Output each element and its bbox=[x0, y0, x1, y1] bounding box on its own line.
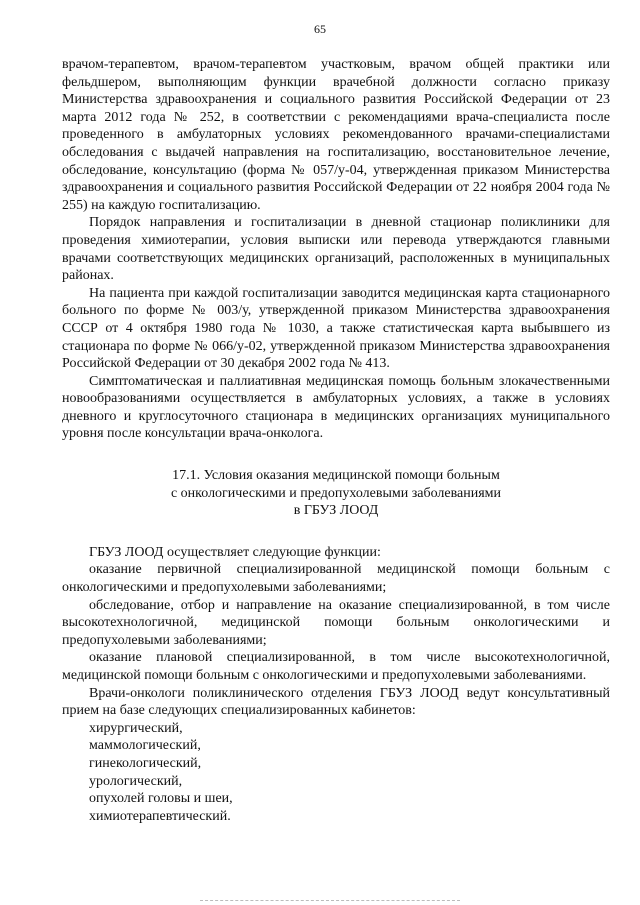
paragraph-function-examination: обследование, отбор и направление на оказание специализированной, в том числе высокотехнологичной, медицинской помощи больным онкологическими и предопухолевыми заболеваниями; bbox=[62, 597, 610, 648]
section-heading-line-2: с онкологическими и предопухолевыми заболеваниями bbox=[170, 485, 502, 501]
paragraph-function-primary-care: оказание первичной специализированной медицинской помощи больным с онкологическими и предопухолевыми заболеваниями; bbox=[62, 562, 610, 596]
list-item-cabinet: гинекологический, bbox=[89, 755, 202, 771]
paragraph-referral-continuation: врачом-терапевтом, врачом-терапевтом участковым, врачом общей практики или фельдшером, выполняющим функции врачебной должности согласно приказу Министерства здравоохранения и социального развития Российской Федерации от 23 марта 2012 года № 252, в соответствии с рекомендациями врача-специалиста после проведенного в амбулаторных условиях рекомендованного врачами-специалистами обследования с выдачей направления на госпитализацию, восстановительное лечение, обследование, консультацию (форма № 057/у-04, утвержденная приказом Министерства здравоохранения и социального развития Российской Федерации от 22 ноября 2004 года № 255) на каждую госпитализацию. bbox=[62, 57, 610, 213]
list-item-cabinet: опухолей головы и шеи, bbox=[89, 791, 233, 807]
section-heading-line-3: в ГБУЗ ЛООД bbox=[293, 503, 379, 519]
paragraph-oncologists-cabinets: Врачи-онкологи поликлинического отделения ГБУЗ ЛООД ведут консультативный прием на базе следующих специализированных кабинетов: bbox=[62, 685, 610, 719]
list-item-cabinet: маммологический, bbox=[89, 738, 201, 754]
paragraph-functions-intro: ГБУЗ ЛООД осуществляет следующие функции: bbox=[89, 544, 381, 560]
section-heading-line-1: 17.1. Условия оказания медицинской помощи больным bbox=[172, 468, 500, 484]
document-body bbox=[62, 56, 610, 825]
page-number: 65 bbox=[314, 22, 326, 36]
list-item-cabinet: химиотерапевтический. bbox=[89, 808, 231, 824]
paragraph-palliative-care: Симптоматическая и паллиативная медицинская помощь больным злокачественными новообразованиями осуществляется в амбулаторных условиях, а также в условиях дневного и круглосуточного стационара в медицинских организациях муниципального уровня после консультации врача-онколога. bbox=[62, 373, 610, 442]
bottom-scan-edge bbox=[200, 900, 460, 902]
paragraph-day-hospital-procedure: Порядок направления и госпитализации в дневной стационар поликлиники для проведения химиотерапии, условия выписки или перевода утверждаются главными врачами соответствующих медицинских организаций, расположенных в муниципальных районах. bbox=[62, 215, 610, 284]
list-item-cabinet: урологический, bbox=[89, 773, 183, 789]
paragraph-medical-record: На пациента при каждой госпитализации заводится медицинская карта стационарного больного по форме № 003/у, утвержденной приказом Министерства здравоохранения СССР от 4 октября 1980 года № 1030, а также статистическая карта выбывшего из стационара по форме № 066/у-02, утвержденной приказом Министерства здравоохранения Российской Федерации от 30 декабря 2002 года № 413. bbox=[62, 285, 610, 372]
list-item-cabinet: хирургический, bbox=[89, 720, 183, 736]
paragraph-function-planned-care: оказание плановой специализированной, в том числе высокотехнологичной, медицинской помощи больным с онкологическими и предопухолевыми заболеваниями. bbox=[62, 650, 610, 683]
section-heading bbox=[62, 467, 610, 520]
